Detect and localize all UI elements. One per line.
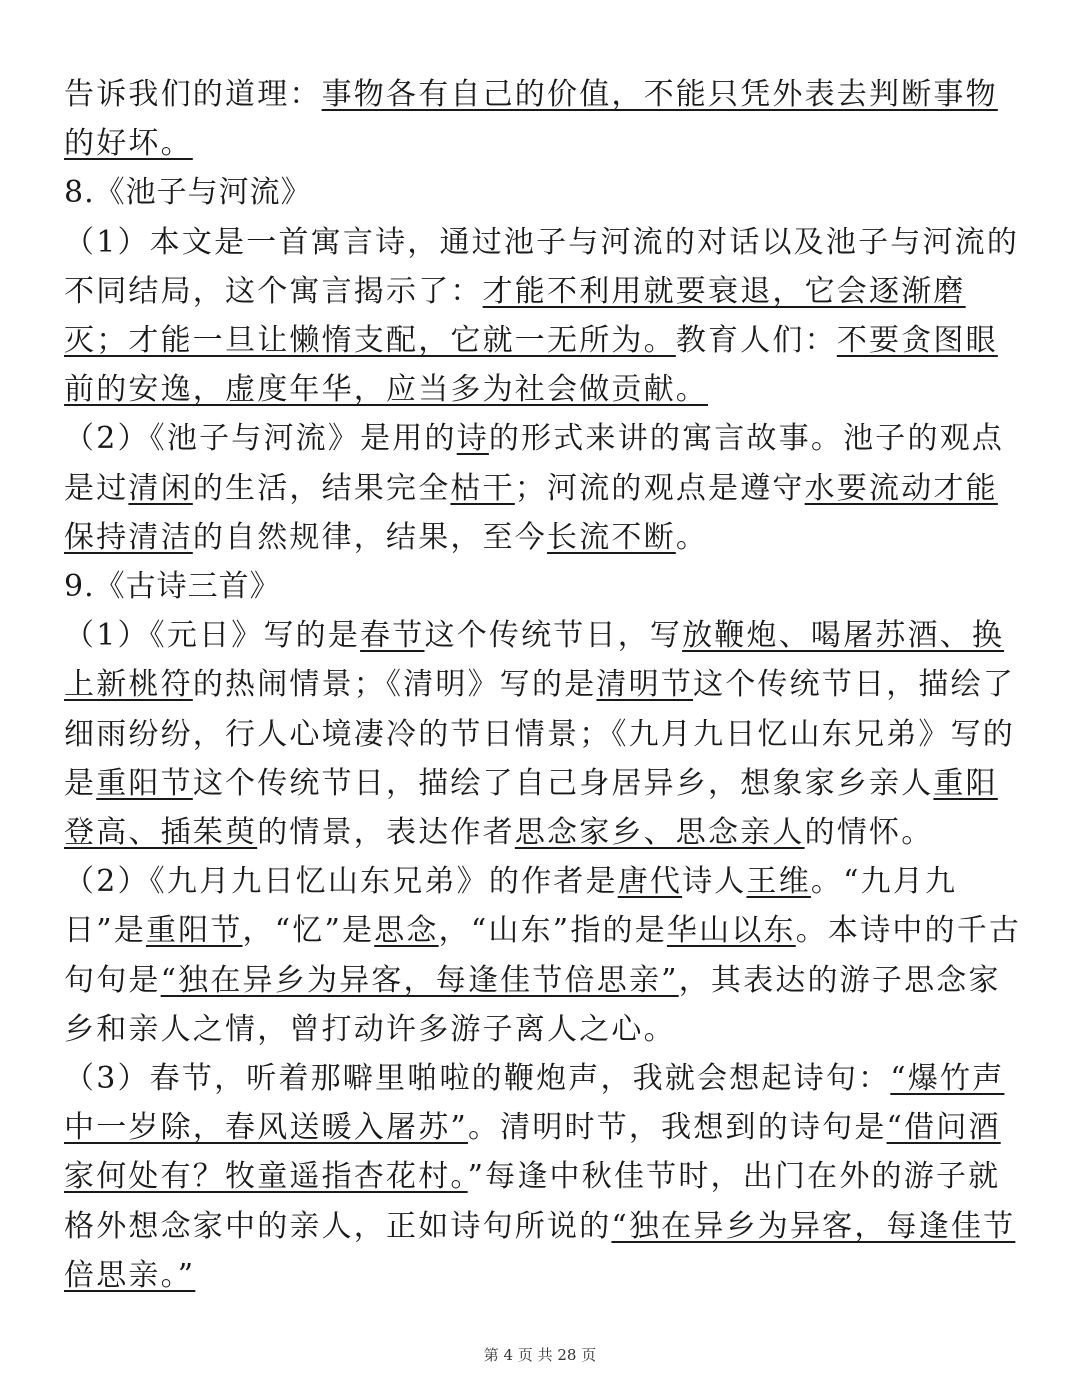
- text-run: （1）本文是一首寓言诗，通过池子与河流的对话以及池子与河流的不同结局，这个寓言揭示了：: [64, 224, 1020, 309]
- text-run: （1）《元日》写的是: [64, 618, 361, 654]
- answer-underlined: 长流不断: [547, 519, 676, 555]
- text-run: （2）《九月九日忆山东兄弟》的作者是: [64, 864, 618, 900]
- paragraph: [64, 857, 1022, 1054]
- paragraph: [64, 414, 1022, 562]
- answer-underlined: 重阳节: [145, 913, 243, 949]
- text-run: 9.《古诗三首》: [64, 569, 281, 605]
- answer-underlined: 放鞭炮、喝屠苏酒、换上新桃符: [64, 618, 1005, 703]
- answer-underlined: 春节: [360, 618, 425, 654]
- answer-underlined: 不要贪图眼前的安逸，虚度年华，应当多为社会做贡献。: [64, 323, 998, 408]
- text-run: 的情景，表达作者: [257, 815, 515, 851]
- document-body: [64, 70, 1022, 1300]
- text-run: 的热闹情景；《清明》写的是: [192, 667, 597, 703]
- answer-underlined: 唐代: [617, 864, 683, 900]
- paragraph: [64, 218, 1022, 415]
- answer-underlined: 重阳节: [96, 765, 193, 801]
- answer-underlined: 思念家乡、思念亲人: [514, 815, 805, 851]
- text-run: 教育人们：: [675, 323, 837, 359]
- text-run: ，“山东”指的是: [438, 913, 667, 949]
- section-heading: [64, 168, 1022, 217]
- text-run: 这个传统节日，描绘了自己身居异乡，想象家乡亲人: [192, 765, 934, 801]
- answer-underlined: 水要流动才能保持清洁: [64, 470, 998, 555]
- section-heading: [64, 562, 1022, 611]
- answer-underlined: 事物各有自己的价值，不能只凭外表去判断事物的好坏。: [64, 77, 998, 162]
- text-run: 的情怀。: [804, 815, 934, 851]
- text-run: （3）春节，听着那噼里啪啦的鞭炮声，我就会想起诗句：: [64, 1061, 891, 1097]
- text-run: （2）《池子与河流》是用的: [64, 421, 457, 457]
- text-run: 的生活，结果完全: [192, 470, 451, 506]
- text-run: 。“九月九日”是: [64, 864, 958, 949]
- text-run: 。清明时节，我想到的诗句是: [467, 1110, 887, 1146]
- text-run: 诗人: [682, 864, 747, 900]
- text-run: 。: [675, 519, 709, 555]
- answer-underlined: 华山以东: [666, 913, 796, 949]
- answer-underlined: 才能不利用就要衰退，它会逐渐磨灭；才能一旦让懒惰支配，它就一无所为。: [64, 273, 966, 359]
- answer-underlined: 王维: [746, 864, 811, 900]
- answer-underlined: 重阳登高、插茱萸: [64, 765, 998, 851]
- page-footer: 第 4 页 共 28 页: [483, 1346, 597, 1364]
- text-run: ，“忆”是: [242, 913, 375, 949]
- text-run: 8.《池子与河流》: [64, 175, 312, 211]
- text-run: 告诉我们的道理：: [64, 77, 322, 112]
- answer-underlined: 清明节: [596, 667, 694, 703]
- answer-underlined: 诗: [456, 421, 489, 457]
- answer-underlined: 枯干: [450, 470, 515, 506]
- text-run: 这个传统节日，写: [424, 618, 683, 654]
- paragraph: [64, 611, 1022, 857]
- paragraph: [64, 1054, 1022, 1300]
- text-run: ，其表达的游子思念家乡和亲人之情，曾打动许多游子离人之心。: [64, 962, 1001, 1047]
- paragraph: [64, 70, 1022, 168]
- text-run: 。本诗中的千古句句是: [64, 913, 1022, 998]
- text-run: 这个传统节日，描绘了细雨纷纷，行人心境凄冷的节日情景；《九月九日忆山东兄弟》写的是: [64, 667, 1016, 801]
- text-run: 的自然规律，结果，至今: [192, 519, 548, 555]
- answer-underlined: “爆竹声中一岁除，春风送暖入屠苏”: [64, 1061, 1005, 1146]
- text-run: ；河流的观点是遵守: [514, 470, 805, 506]
- text-run: ”每逢中秋佳节时，出门在外的游子就格外想念家中的亲人，正如诗句所说的: [64, 1159, 1001, 1244]
- text-run: 的形式来讲的寓言故事。池子的观点是过: [64, 421, 1005, 506]
- answer-underlined: “独在异乡为异客，每逢佳节倍思亲。”: [64, 1208, 1016, 1293]
- answer-underlined: “借问酒家何处有？牧童遥指杏花村。: [64, 1110, 1001, 1195]
- answer-underlined: 思念: [374, 913, 439, 949]
- answer-underlined: “独在异乡为异客，每逢佳节倍思亲”: [160, 962, 679, 998]
- answer-underlined: 清闲: [128, 470, 193, 506]
